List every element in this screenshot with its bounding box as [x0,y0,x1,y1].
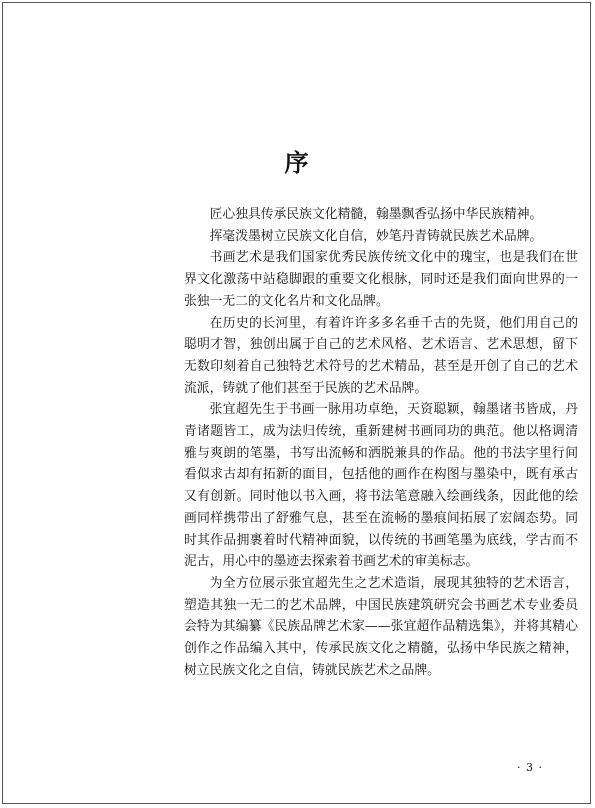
page-number: · 3 · [517,761,543,774]
page-title: 序 [284,148,311,177]
paragraph-5: 张宜超先生于书画一脉用功卓绝，天资聪颖，翰墨诸书皆成，丹青诸题皆工，成为法归传统，重新建树书画同功的典范。他以格调清雅与爽朗的笔墨，书写出流畅和洒脱兼具的作品。他的书法字里行间看似求古却有拓新的面目，包括他的画作在构图与墨染中，既有承古又有创新。同时他以书入画，将书法笔意融入绘画线条，因此他的绘画同样携带出了舒雅气息，甚至在流畅的墨痕间拓展了宏阔态势。同时其作品拥裹着时代精神面貌，以传统的书画笔墨为底线，学古而不泥古，用心中的墨迹去探索着书画艺术的审美标志。 [184,402,578,570]
paragraph-2: 挥毫泼墨树立民族文化自信，妙笔丹青铸就民族艺术品牌。 [209,228,543,244]
paragraph-6: 为全方位展示张宜超先生之艺术造诣，展现其独特的艺术语言，塑造其独一无二的艺术品牌，中国民族建筑研究会书画艺术专业委员会特为其编纂《民族品牌艺术家——张宜超作品精选集》，并将其精心创作之作品编入其中，传承民族文化之精髓，弘扬中华民族之精神，树立民族文化之自信，铸就民族艺术之品牌。 [184,575,578,678]
paragraph-4: 在历史的长河里，有着许许多多名垂千古的先贤，他们用自己的聪明才智，独创出属于自己的艺术风格、艺术语言、艺术思想，留下无数印刻着自己独特艺术符号的艺术精品，甚至是开创了自己的艺术流派，铸就了他们甚至于民族的艺术品牌。 [184,315,578,396]
paragraph-1: 匠心独具传承民族文化精髓，翰墨飘香弘扬中华民族精神。 [209,207,543,222]
preface-body [184,204,578,681]
paragraph-3: 书画艺术是我们国家优秀民族传统文化中的瑰宝，也是我们在世界文化激荡中站稳脚跟的重要文化根脉，同时还是我们面向世界的一张独一无二的文化名片和文化品牌。 [184,250,578,309]
